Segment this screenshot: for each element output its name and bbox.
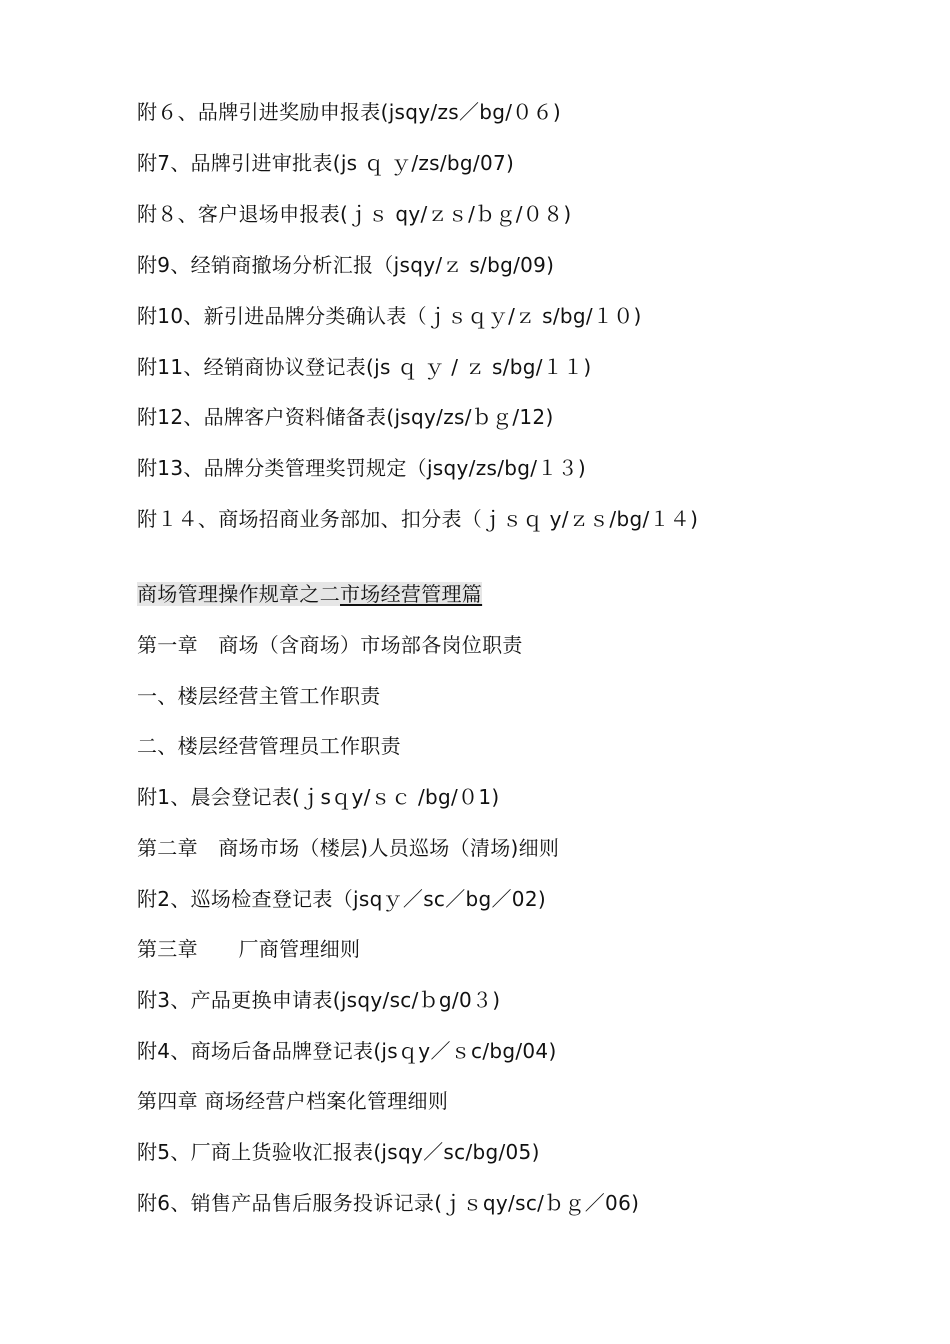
- appendix-item: 附5、厂商上货验收汇报表(jsqy／sc/bg/05): [137, 1140, 540, 1164]
- appendix-item: 附1、晨会登记表(ｊsｑy/ｓｃ /bg/０1): [137, 785, 500, 809]
- appendix-item: 附3、产品更换申请表(jsqy/sc/ｂg/0３): [137, 988, 501, 1012]
- appendix-item: 附１４、商场招商业务部加、扣分表（ｊｓｑ y/ｚｓ/bg/１４): [137, 507, 699, 531]
- appendix-item: 附9、经销商撤场分析汇报（jsqy/ｚ s/bg/09): [137, 253, 555, 277]
- appendix-item: 附4、商场后备品牌登记表(jsｑy／ｓc/bg/04): [137, 1039, 557, 1063]
- appendix-item: 附7、品牌引进审批表(js ｑ ｙ/zs/bg/07): [137, 151, 515, 175]
- appendix-item: 附2、巡场检查登记表（jsqｙ／sc／bg／02): [137, 887, 546, 911]
- section-heading-plain: 商场管理操作规章之二: [137, 582, 340, 606]
- chapter-title: 第一章 商场（含商场）市场部各岗位职责: [137, 633, 523, 657]
- appendix-item: 附12、品牌客户资料储备表(jsqy/zs/ｂｇ/12): [137, 405, 554, 429]
- appendix-item: 附13、品牌分类管理奖罚规定（jsqy/zs/bg/１３): [137, 456, 586, 480]
- appendix-item: 附６、品牌引进奖励申报表(jsqy/zs／bg/０６): [137, 100, 561, 124]
- chapter-title: 第四章 商场经营户档案化管理细则: [137, 1089, 449, 1113]
- appendix-item: 附８、客户退场申报表(ｊｓ qy/ｚｓ/ｂｇ/０８): [137, 202, 572, 226]
- chapter-title: 第二章 商场市场（楼层)人员巡场（清场)细则: [137, 836, 560, 860]
- chapter-title: 第三章 厂商管理细则: [137, 937, 361, 961]
- section-heading: [137, 582, 482, 606]
- appendix-item: 附11、经销商协议登记表(js ｑ ｙ / ｚ s/bg/１１): [137, 355, 592, 379]
- appendix-item: 附6、销售产品售后服务投诉记录(ｊｓqy/sc/ｂｇ／06): [137, 1191, 640, 1215]
- section-heading-underlined: 市场经营管理篇: [340, 582, 483, 606]
- list-item: 一、楼层经营主管工作职责: [137, 684, 381, 708]
- appendix-item: 附10、新引进品牌分类确认表（ｊｓｑｙ/ｚ s/bg/１０): [137, 304, 642, 328]
- list-item: 二、楼层经营管理员工作职责: [137, 734, 401, 758]
